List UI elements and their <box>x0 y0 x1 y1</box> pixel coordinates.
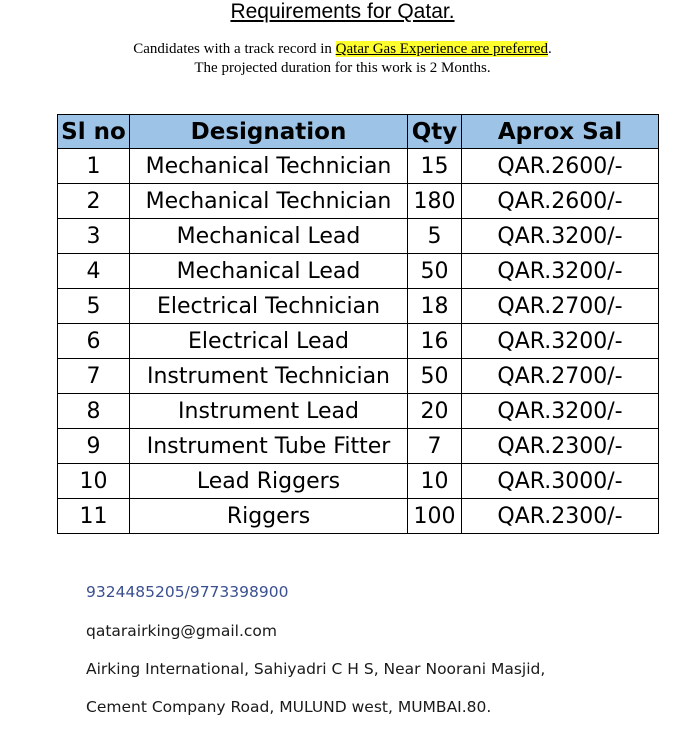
cell-designation: Electrical Technician <box>130 289 408 324</box>
intro-line-2: The projected duration for this work is 2 Months. <box>194 60 491 76</box>
cell-sl-no: 11 <box>58 499 130 534</box>
intro-line-1-start: Candidates with a track record in <box>133 41 336 57</box>
cell-sl-no: 5 <box>58 289 130 324</box>
cell-salary: QAR.2300/- <box>462 499 659 534</box>
table-row <box>58 149 659 184</box>
header-salary: Aprox Sal <box>462 115 659 149</box>
cell-designation: Mechanical Lead <box>130 219 408 254</box>
table-row <box>58 254 659 289</box>
cell-salary: QAR.2700/- <box>462 289 659 324</box>
table-row <box>58 184 659 219</box>
cell-sl-no: 4 <box>58 254 130 289</box>
cell-salary: QAR.3200/- <box>462 324 659 359</box>
cell-designation: Lead Riggers <box>130 464 408 499</box>
cell-designation: Instrument Lead <box>130 394 408 429</box>
contact-address-line-2: Cement Company Road, MULUND west, MUMBAI.80. <box>86 698 492 716</box>
cell-designation: Instrument Technician <box>130 359 408 394</box>
cell-salary: QAR.3200/- <box>462 394 659 429</box>
table-row <box>58 359 659 394</box>
contact-phone: 9324485205/9773398900 <box>86 583 289 601</box>
cell-designation: Mechanical Technician <box>130 184 408 219</box>
cell-qty: 7 <box>408 429 462 464</box>
cell-sl-no: 2 <box>58 184 130 219</box>
header-sl-no: Sl no <box>58 115 130 149</box>
cell-qty: 50 <box>408 359 462 394</box>
highlighted-preference: Qatar Gas Experience are preferred <box>335 41 549 57</box>
cell-salary: QAR.2600/- <box>462 184 659 219</box>
cell-salary: QAR.2300/- <box>462 429 659 464</box>
table-row <box>58 464 659 499</box>
cell-qty: 20 <box>408 394 462 429</box>
table-row <box>58 219 659 254</box>
cell-qty: 100 <box>408 499 462 534</box>
contact-email: qatarairking@gmail.com <box>86 622 277 640</box>
cell-salary: QAR.2700/- <box>462 359 659 394</box>
cell-qty: 18 <box>408 289 462 324</box>
cell-qty: 16 <box>408 324 462 359</box>
cell-sl-no: 8 <box>58 394 130 429</box>
cell-sl-no: 9 <box>58 429 130 464</box>
cell-sl-no: 3 <box>58 219 130 254</box>
cell-designation: Electrical Lead <box>130 324 408 359</box>
cell-designation: Riggers <box>130 499 408 534</box>
cell-sl-no: 7 <box>58 359 130 394</box>
header-designation: Designation <box>130 115 408 149</box>
table-row <box>58 289 659 324</box>
contact-address-line-1: Airking International, Sahiyadri C H S, Near Noorani Masjid, <box>86 660 546 678</box>
cell-sl-no: 10 <box>58 464 130 499</box>
intro-line-1-end: . <box>548 41 552 57</box>
table-row <box>58 429 659 464</box>
table-row <box>58 499 659 534</box>
cell-designation: Mechanical Lead <box>130 254 408 289</box>
cell-sl-no: 1 <box>58 149 130 184</box>
table-row <box>58 394 659 429</box>
cell-sl-no: 6 <box>58 324 130 359</box>
cell-salary: QAR.3200/- <box>462 254 659 289</box>
header-qty: Qty <box>408 115 462 149</box>
requirements-table <box>57 114 659 534</box>
intro-line-1 <box>0 40 685 59</box>
table-row <box>58 324 659 359</box>
cell-qty: 5 <box>408 219 462 254</box>
cell-qty: 10 <box>408 464 462 499</box>
cell-qty: 15 <box>408 149 462 184</box>
cell-qty: 180 <box>408 184 462 219</box>
cell-qty: 50 <box>408 254 462 289</box>
cell-designation: Instrument Tube Fitter <box>130 429 408 464</box>
cell-salary: QAR.2600/- <box>462 149 659 184</box>
cell-designation: Mechanical Technician <box>130 149 408 184</box>
table-header-row <box>58 115 659 149</box>
intro-text <box>0 40 685 78</box>
page-title: Requirements for Qatar. <box>230 0 455 23</box>
cell-salary: QAR.3200/- <box>462 219 659 254</box>
cell-salary: QAR.3000/- <box>462 464 659 499</box>
